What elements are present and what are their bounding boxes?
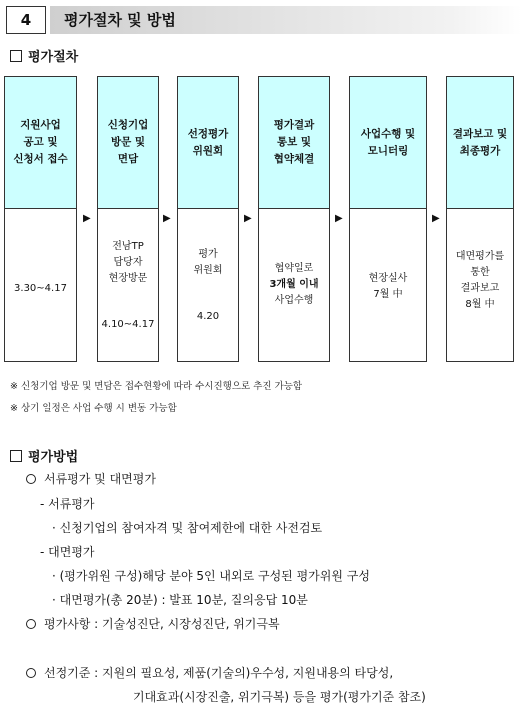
arrow-right-icon: ▶ bbox=[163, 213, 171, 224]
method-sub-1: - 서류평가 bbox=[40, 497, 95, 511]
arrow-right-icon: ▶ bbox=[244, 213, 252, 224]
circle-bullet-icon bbox=[26, 474, 36, 484]
step-2-detail: 전남TP 담당자 현장방문 4.10~4.17 bbox=[101, 241, 155, 330]
step-4-title: 평가결과 통보 및 협약체결 bbox=[259, 77, 329, 209]
method-sub-2-detail-1: · (평가위원 구성)해당 분야 5인 내외로 구성된 평가위원 구성 bbox=[52, 569, 370, 583]
step-6-detail: 대면평가를 통한 결과보고 8월 中 bbox=[455, 251, 505, 310]
note-2: ※ 상기 일정은 사업 수행 시 변동 가능함 bbox=[10, 403, 177, 414]
subsection-method-title: 평가방법 bbox=[28, 450, 79, 465]
step-1-title: 지원사업 공고 및 신청서 접수 bbox=[5, 77, 76, 209]
step-4 bbox=[258, 76, 330, 362]
section-title: 평가절차 및 방법 bbox=[50, 6, 522, 34]
step-5-detail: 현장실사 7월 中 bbox=[368, 273, 408, 300]
arrow-right-icon: ▶ bbox=[432, 213, 440, 224]
step-6-title: 결과보고 및 최종평가 bbox=[447, 77, 513, 209]
method-item-3: 선정기준 : 지원의 필요성, 제품(기술의)우수성, 지원내용의 타당성, bbox=[26, 664, 393, 681]
step-2 bbox=[97, 76, 159, 362]
step-5-title: 사업수행 및 모니터링 bbox=[350, 77, 426, 209]
step-3-title: 선정평가 위원회 bbox=[178, 77, 238, 209]
circle-bullet-icon bbox=[26, 619, 36, 629]
step-5 bbox=[349, 76, 427, 362]
step-1-detail: 3.30~4.17 bbox=[14, 283, 67, 294]
step-6 bbox=[446, 76, 514, 362]
step-4-detail: 협약일로 3개월 이내 사업수행 bbox=[269, 263, 319, 306]
subsection-procedure-title: 평가절차 bbox=[28, 50, 79, 65]
square-bullet-icon bbox=[10, 50, 22, 62]
method-item-2: 평가사항 : 기술성진단, 시장성진단, 위기극복 bbox=[26, 615, 280, 632]
section-header bbox=[6, 6, 522, 36]
square-bullet-icon bbox=[10, 450, 22, 462]
method-sub-2: - 대면평가 bbox=[40, 545, 95, 559]
section-number: 4 bbox=[6, 6, 46, 34]
arrow-right-icon: ▶ bbox=[335, 213, 343, 224]
method-sub-2-detail-2: · 대면평가(총 20분) : 발표 10분, 질의응답 10분 bbox=[52, 593, 308, 607]
note-1: ※ 신청기업 방문 및 면담은 접수현황에 따라 수시진행으로 추진 가능함 bbox=[10, 381, 303, 392]
method-sub-1-detail: · 신청기업의 참여자격 및 참여제한에 대한 사전검토 bbox=[52, 521, 323, 535]
method-item-3-cont: 기대효과(시장진출, 위기극복) 등을 평가(평가기준 참조) bbox=[133, 690, 426, 704]
arrow-right-icon: ▶ bbox=[83, 213, 91, 224]
step-3 bbox=[177, 76, 239, 362]
subsection-procedure bbox=[10, 46, 78, 65]
method-item-1: 서류평가 및 대면평가 bbox=[26, 470, 156, 487]
circle-bullet-icon bbox=[26, 668, 36, 678]
step-3-detail: 평가 위원회 4.20 bbox=[193, 249, 223, 322]
step-1 bbox=[4, 76, 77, 362]
step-2-title: 신청기업 방문 및 면담 bbox=[98, 77, 158, 209]
subsection-method bbox=[10, 446, 78, 465]
